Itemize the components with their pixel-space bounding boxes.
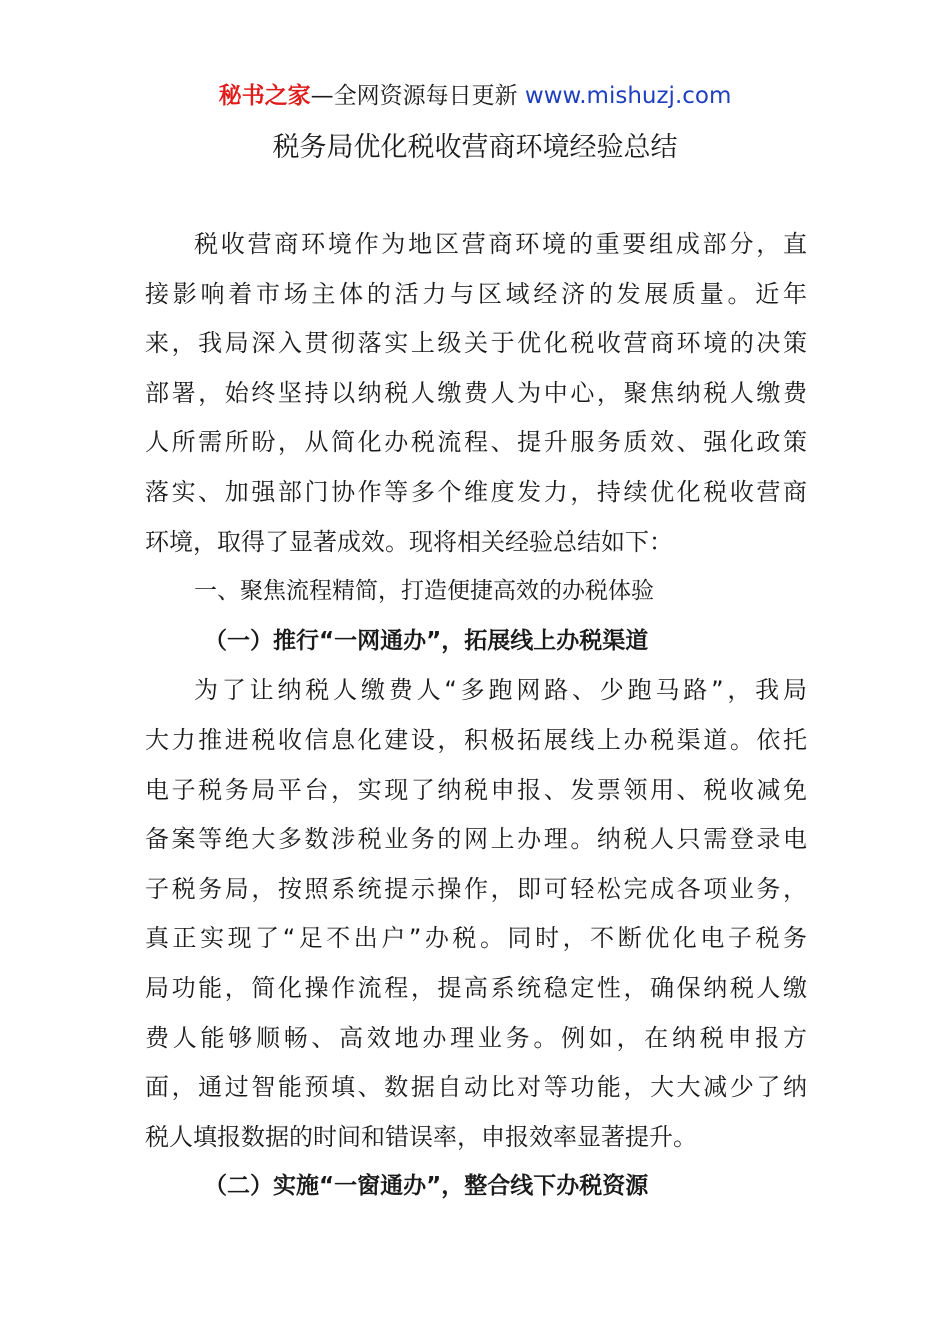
paragraph-line: 人所需所盼，从简化办税流程、提升服务质效、强化政策 xyxy=(145,428,807,457)
paragraph-line: 费人能够顺畅、高效地办理业务。例如，在纳税申报方 xyxy=(145,1023,807,1052)
brand-name: 秘书之家 xyxy=(218,83,311,109)
paragraph-line: 大力推进税收信息化建设，积极拓展线上办税渠道。依托 xyxy=(145,725,807,754)
site-url-link[interactable]: www.mishuzj.com xyxy=(524,83,732,109)
paragraph-line: 税人填报数据的时间和错误率，申报效率显著提升。 xyxy=(145,1122,697,1151)
paragraph-line: 税收营商环境作为地区营商环境的重要组成部分，直 xyxy=(194,230,807,258)
subsection-heading: （一）推行“一网通办”，拓展线上办税渠道 xyxy=(204,627,649,654)
paragraph-line: 落实、加强部门协作等多个维度发力，持续优化税收营商 xyxy=(145,477,807,506)
paragraph-line: 部署，始终坚持以纳税人缴费人为中心，聚焦纳税人缴费 xyxy=(145,378,807,407)
header-slogan: 全网资源每日更新 xyxy=(333,83,518,109)
paragraph-line: 为了让纳税人缴费人“多跑网路、少跑马路”，我局 xyxy=(194,676,807,705)
paragraph-line: 环境，取得了显著成效。现将相关经验总结如下： xyxy=(145,527,673,556)
paragraph-line: 来，我局深入贯彻落实上级关于优化税收营商环境的决策 xyxy=(145,329,807,358)
paragraph-line: 子税务局，按照系统提示操作，即可轻松完成各项业务， xyxy=(145,874,807,903)
paragraph-line: 备案等绝大多数涉税业务的网上办理。纳税人只需登录电 xyxy=(145,825,807,854)
paragraph-line: 面，通过智能预填、数据自动比对等功能，大大减少了纳 xyxy=(145,1073,807,1102)
subsection-heading: （二）实施“一窗通办”，整合线下办税资源 xyxy=(204,1173,649,1200)
paragraph-line: 电子税务局平台，实现了纳税申报、发票领用、税收减免 xyxy=(145,775,807,804)
document-title: 税务局优化税收营商环境经验总结 xyxy=(272,132,678,163)
document-body xyxy=(145,220,807,1212)
section-heading: 一、聚焦流程精简，打造便捷高效的办税体验 xyxy=(194,578,654,605)
header-separator: — xyxy=(310,83,334,109)
site-header xyxy=(0,80,950,112)
paragraph-line: 局功能，简化操作流程，提高系统稳定性，确保纳税人缴 xyxy=(145,973,807,1002)
paragraph-line: 真正实现了“足不出户”办税。同时，不断优化电子税务 xyxy=(145,924,807,953)
paragraph-line: 接影响着市场主体的活力与区域经济的发展质量。近年 xyxy=(145,279,807,308)
